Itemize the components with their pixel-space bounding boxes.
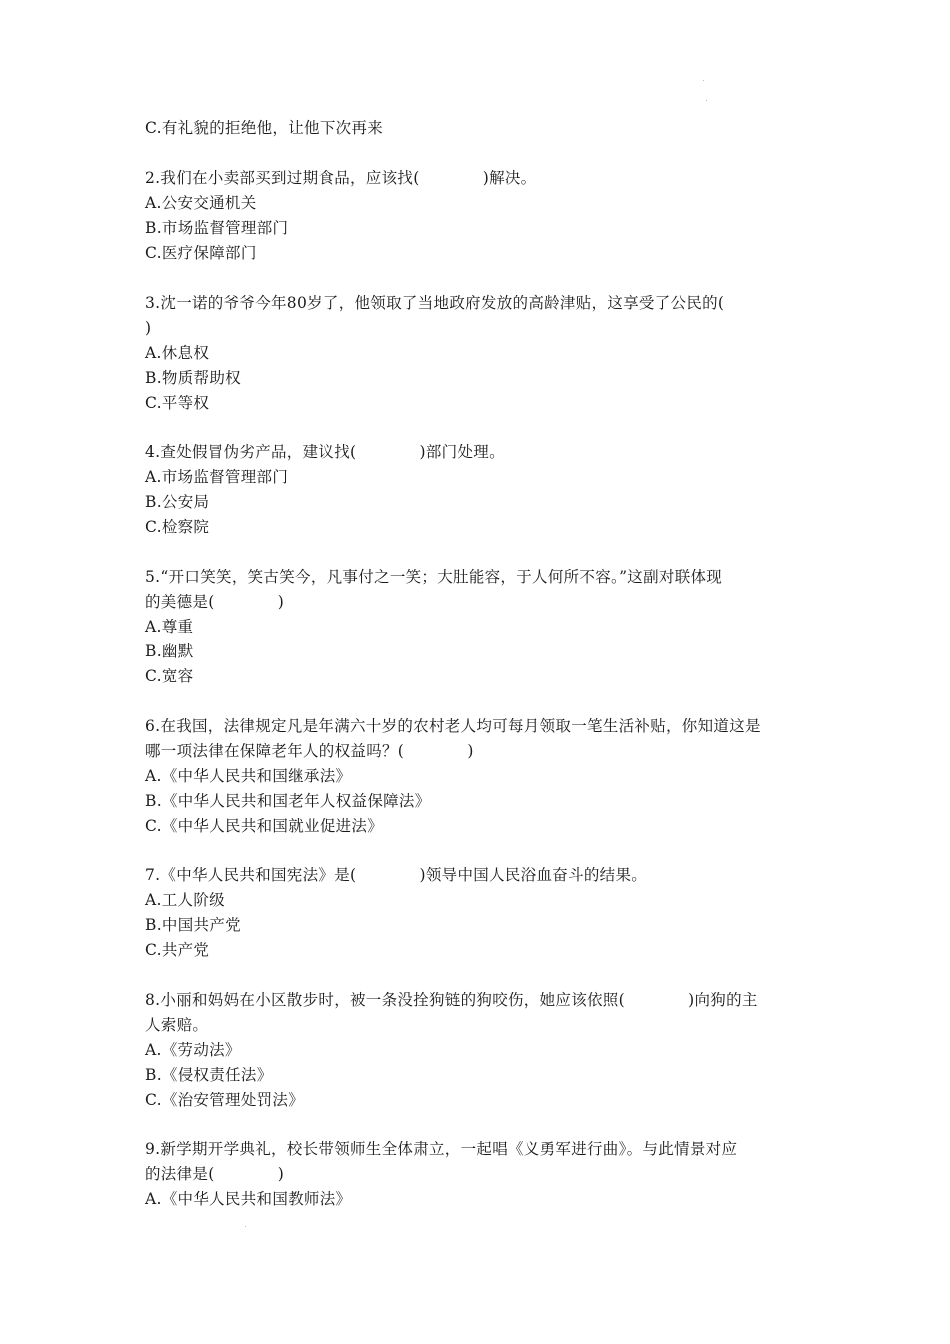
q4-option-c: C.检察院 bbox=[145, 518, 210, 536]
q4-option-a: A.市场监督管理部门 bbox=[145, 468, 289, 486]
q7-option-a: A.工人阶级 bbox=[145, 891, 225, 909]
q3-stem: 3.沈一诺的爷爷今年80岁了，他领取了当地政府发放的高龄津贴，这享受了公民的( bbox=[145, 294, 725, 312]
q5-stem-cont: 的美德是( ) bbox=[145, 593, 285, 611]
q8-option-c: C.《治安管理处罚法》 bbox=[145, 1091, 305, 1109]
q4-stem: 4.查处假冒伪劣产品，建议找( )部门处理。 bbox=[145, 443, 505, 461]
q8-option-a: A.《劳动法》 bbox=[145, 1041, 241, 1059]
scan-speck bbox=[706, 100, 707, 101]
q6-option-c: C.《中华人民共和国就业促进法》 bbox=[145, 817, 384, 835]
q6-stem: 6.在我国，法律规定凡是年满六十岁的农村老人均可每月领取一笔生活补贴，你知道这是 bbox=[145, 717, 761, 735]
q9-stem: 9.新学期开学典礼，校长带领师生全体肃立，一起唱《义勇军进行曲》。与此情景对应 bbox=[145, 1140, 738, 1158]
q9-stem-cont: 的法律是( ) bbox=[145, 1165, 285, 1183]
q5-option-b: B.幽默 bbox=[145, 642, 194, 660]
q6-option-b: B.《中华人民共和国老年人权益保障法》 bbox=[145, 792, 431, 810]
q5-stem: 5.“开口笑笑，笑古笑今，凡事付之一笑；大肚能容，于人何所不容。”这副对联体现 bbox=[145, 568, 723, 586]
q8-option-b: B.《侵权责任法》 bbox=[145, 1066, 273, 1084]
scan-speck bbox=[703, 80, 704, 81]
q2-stem: 2.我们在小卖部买到过期食品，应该找( )解决。 bbox=[145, 169, 537, 187]
q1-option-c: C.有礼貌的拒绝他，让他下次再来 bbox=[145, 119, 384, 137]
q6-stem-cont: 哪一项法律在保障老年人的权益吗？( ) bbox=[145, 742, 474, 760]
q8-stem: 8.小丽和妈妈在小区散步时，被一条没拴狗链的狗咬伤，她应该依照( )向狗的主 bbox=[145, 991, 758, 1009]
q3-stem-cont: ) bbox=[145, 319, 152, 337]
q3-option-b: B.物质帮助权 bbox=[145, 369, 241, 387]
q5-option-a: A.尊重 bbox=[145, 618, 194, 636]
q3-option-c: C.平等权 bbox=[145, 394, 210, 412]
q3-option-a: A.休息权 bbox=[145, 344, 210, 362]
q7-stem: 7.《中华人民共和国宪法》是( )领导中国人民浴血奋斗的结果。 bbox=[145, 866, 648, 884]
q7-option-b: B.中国共产党 bbox=[145, 916, 241, 934]
q2-option-c: C.医疗保障部门 bbox=[145, 244, 257, 262]
q2-option-a: A.公安交通机关 bbox=[145, 194, 257, 212]
scan-speck bbox=[245, 1226, 246, 1227]
q7-option-c: C.共产党 bbox=[145, 941, 210, 959]
q8-stem-cont: 人索赔。 bbox=[145, 1016, 209, 1034]
q4-option-b: B.公安局 bbox=[145, 493, 210, 511]
q6-option-a: A.《中华人民共和国继承法》 bbox=[145, 767, 352, 785]
q5-option-c: C.宽容 bbox=[145, 667, 194, 685]
q9-option-a: A.《中华人民共和国教师法》 bbox=[145, 1190, 352, 1208]
q2-option-b: B.市场监督管理部门 bbox=[145, 219, 289, 237]
